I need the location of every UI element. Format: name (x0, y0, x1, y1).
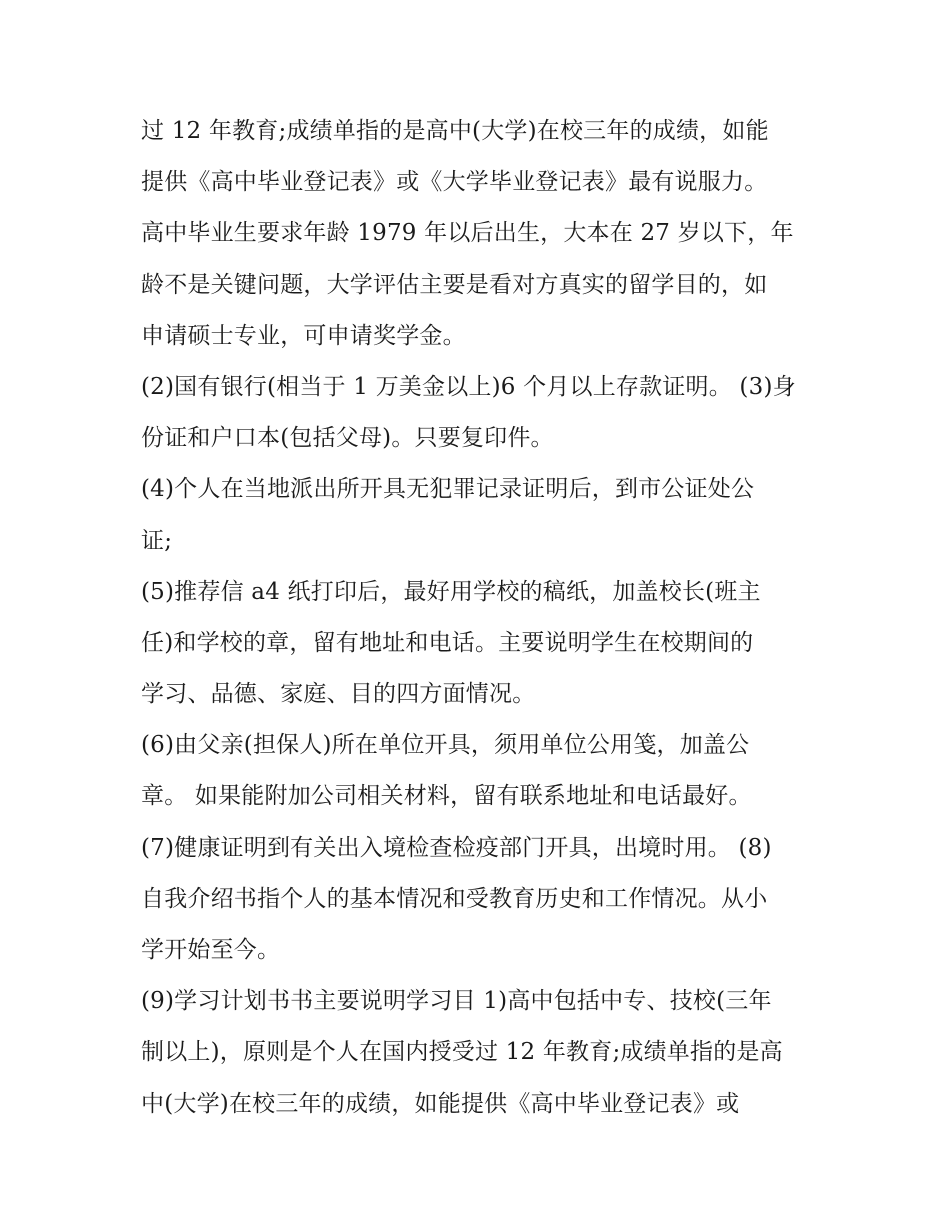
text-line: 学习、品德、家庭、目的四方面情况。 (141, 681, 536, 708)
text-line: 份证和户口本(包括父母)。只要复印件。 (141, 425, 554, 452)
text-line: 任)和学校的章，留有地址和电话。主要说明学生在校期间的 (141, 629, 754, 656)
text-line: (9)学习计划书书主要说明学习目 1)高中包括中专、技校(三年 (141, 988, 772, 1015)
text-line: 自我介绍书指个人的基本情况和受教育历史和工作情况。从小 (141, 885, 768, 912)
text-line: (5)推荐信 a4 纸打印后，最好用学校的稿纸，加盖校长(班主 (141, 578, 761, 605)
text-line: 过 12 年教育;成绩单指的是高中(大学)在校三年的成绩，如能 (141, 118, 769, 144)
text-line: 中(大学)在校三年的成绩，如能提供《高中毕业登记表》或 (141, 1090, 740, 1117)
document-body (141, 106, 821, 1130)
text-line: 证; (141, 527, 173, 554)
text-line: 提供《高中毕业登记表》或《大学毕业登记表》最有说服力。 (141, 169, 768, 196)
text-line: (6)由父亲(担保人)所在单位开具，须用单位公用笺，加盖公 (141, 732, 750, 759)
text-line: 制以上)，原则是个人在国内授受过 12 年教育;成绩单指的是高 (141, 1039, 783, 1066)
text-line: 申请硕士专业，可申请奖学金。 (141, 322, 466, 349)
text-line: (7)健康证明到有关出入境检查检疫部门开具，出境时用。 (8) (141, 834, 772, 861)
text-line: 学开始至今。 (141, 937, 281, 963)
text-line: (2)国有银行(相当于 1 万美金以上)6 个月以上存款证明。 (3)身 (141, 373, 796, 400)
text-line: (4)个人在当地派出所开具无犯罪记录证明后，到市公证处公 (141, 476, 755, 503)
text-line: 章。 如果能附加公司相关材料，留有联系地址和电话最好。 (141, 783, 752, 810)
text-line: 高中毕业生要求年龄 1979 年以后出生，大本在 27 岁以下，年 (141, 220, 794, 247)
text-line: 龄不是关键问题，大学评估主要是看对方真实的留学目的，如 (141, 271, 768, 298)
